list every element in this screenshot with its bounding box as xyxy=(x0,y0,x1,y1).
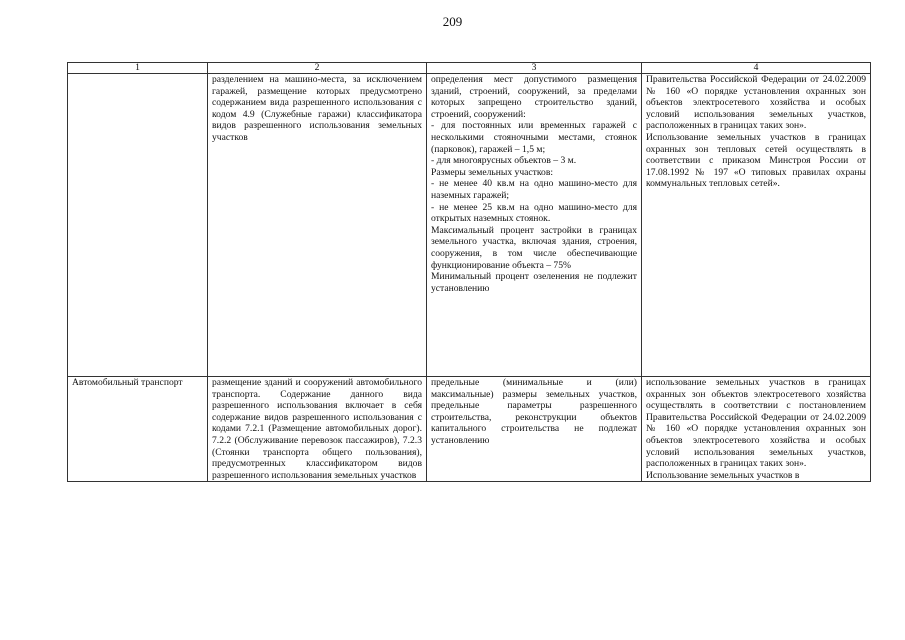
restrictions-cell xyxy=(642,377,871,482)
parameters-cell: предельные (минимальные и (или) максимальные) размеры земельных участков, предельные параметры разрешенного строительства, реконструкции объектов капитального строительства не подлежат установлению xyxy=(427,377,642,482)
use-name-cell: Автомобильный транспорт xyxy=(68,377,208,482)
column-header-4: 4 xyxy=(642,63,871,74)
column-header-3: 3 xyxy=(427,63,642,74)
parameters-cell xyxy=(427,74,642,377)
parameters-paragraph: - для постоянных или временных гаражей с несколькими стояночными местами, стоянок (парковок), гаражей – 1,5 м; xyxy=(431,120,637,155)
use-description-cell: разделением на машино-места, за исключением гаражей, размещение которых предусмотрено содержанием вида разрешенного использования с кодом 4.9 (Служебные гаражи) классификатора видов разрешенного использования земельных участков xyxy=(208,74,427,377)
use-description-cell: размещение зданий и сооружений автомобильного транспорта. Содержание данного вида разрешенного использования включает в себя содержание видов разрешенного использования с кодами 7.2.1 (Размещение автомобильных дорог). 7.2.2 (Обслуживание перевозок пассажиров), 7.2.3 (Стоянки транспорта общего пользования), предусмотренных классификатором видов разрешенного использования земельных участков xyxy=(208,377,427,482)
parameters-paragraph: Минимальный процент озеленения не подлежит установлению xyxy=(431,271,637,294)
use-name-cell xyxy=(68,74,208,377)
restrictions-paragraph: Правительства Российской Федерации от 24.02.2009 № 160 «О порядке установления охранных зон объектов электросетевого хозяйства и особых условий использования земельных участков, расположенных в границах таких зон». xyxy=(646,74,866,132)
restrictions-paragraph: Использование земельных участков в xyxy=(646,469,800,481)
parameters-paragraph: определения мест допустимого размещения зданий, строений, сооружений, за пределами которых запрещено строительство зданий, строений, сооружений: xyxy=(431,74,637,120)
parameters-paragraph: - не менее 40 кв.м на одно машино-место для наземных гаражей; xyxy=(431,178,637,201)
restrictions-cell xyxy=(642,74,871,377)
parameters-paragraph: Максимальный процент застройки в границах земельного участка, включая здания, строения, сооружения, в том числе обеспечивающие функционирование объекта – 75% xyxy=(431,224,637,271)
header-row xyxy=(68,63,871,74)
parameters-paragraph: Размеры земельных участков: xyxy=(431,166,554,178)
parameters-paragraph: - не менее 25 кв.м на одно машино-место для открытых наземных стоянок. xyxy=(431,201,637,225)
page-number: 209 xyxy=(442,14,463,29)
restrictions-paragraph: использование земельных участков в границах охранных зон объектов электросетевого хозяйства осуществлять в соответствии с постановлением Правительства Российской Федерации от 24.02.2009 № 160 «О порядке установления охранных зон объектов электросетевого хозяйства и особых условий использования земельных участков, расположенных в границах таких зон». xyxy=(646,377,866,470)
parameters-paragraph: - для многоярусных объектов – 3 м. xyxy=(431,155,577,167)
zoning-table xyxy=(67,62,871,482)
table-row xyxy=(68,74,871,377)
restrictions-paragraph: Использование земельных участков в границах охранных зон тепловых сетей осуществлять в соответствии с приказом Минстроя России от 17.08.1992 № 197 «О типовых правилах охраны коммунальных тепловых сетей». xyxy=(646,131,866,190)
table-row xyxy=(68,377,871,482)
column-header-1: 1 xyxy=(68,63,208,74)
column-header-2: 2 xyxy=(208,63,427,74)
